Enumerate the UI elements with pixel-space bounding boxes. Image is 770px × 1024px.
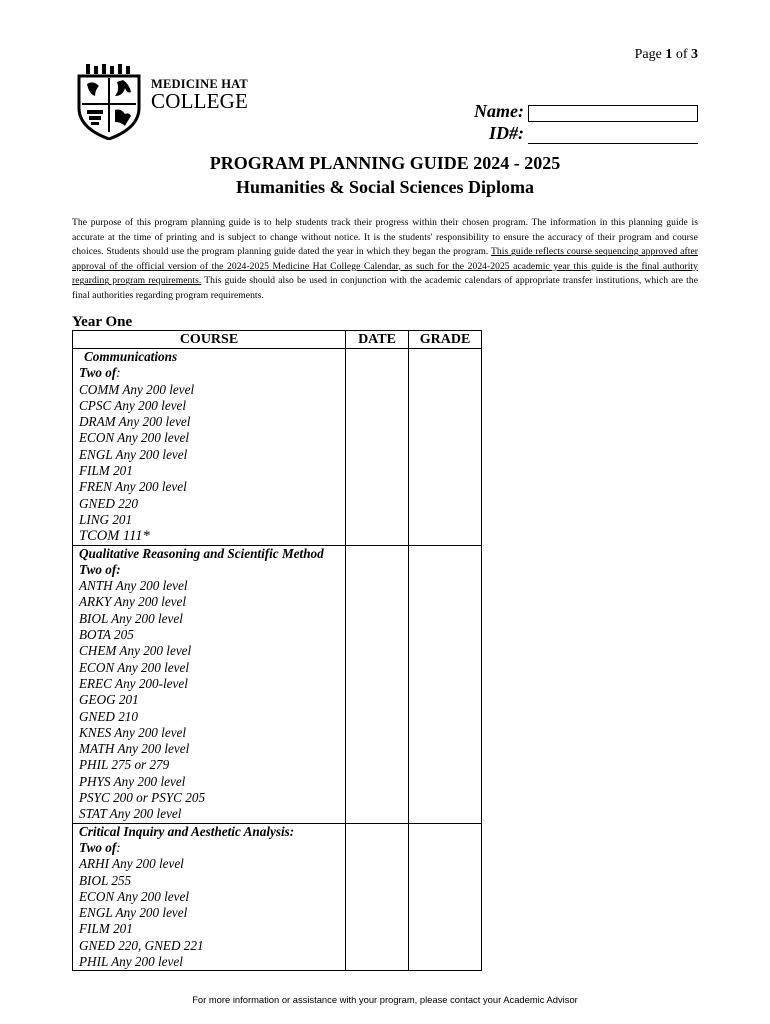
group-title: Communications bbox=[84, 349, 178, 364]
course-item: ARHI Any 200 level bbox=[79, 856, 184, 872]
course-item: PHIL 275 or 279 bbox=[79, 757, 170, 773]
group-requirement: Two of: bbox=[79, 561, 121, 577]
page-number: Page 1 of 3 bbox=[634, 47, 698, 62]
course-item: EREC Any 200-level bbox=[79, 675, 188, 691]
document-title: PROGRAM PLANNING GUIDE 2024 - 2025 bbox=[209, 153, 561, 173]
course-item: MATH Any 200 level bbox=[79, 741, 190, 757]
course-item: ANTH Any 200 level bbox=[79, 578, 188, 594]
course-item: PHIL Any 200 level bbox=[79, 953, 183, 969]
group-title: Critical Inquiry and Aesthetic Analysis: bbox=[79, 823, 295, 839]
name-field[interactable] bbox=[528, 105, 698, 122]
course-item: CPSC Any 200 level bbox=[79, 397, 187, 413]
course-item: FILM 201 bbox=[79, 921, 133, 937]
intro-underlined-text: This guide reflects course sequencing approved after approval of the official version of the 2024-2025 Medicine Hat College Calendar, as such for the 2024-2025 academic year this guide is the final authority regarding program requirements. bbox=[72, 246, 699, 287]
logo-text-college: COLLEGE bbox=[151, 89, 249, 113]
column-header-date: DATE bbox=[346, 331, 409, 349]
course-group-critical-inquiry bbox=[73, 823, 346, 971]
course-item: STAT Any 200 level bbox=[79, 806, 182, 822]
course-item: BIOL 255 bbox=[79, 872, 132, 888]
id-label: ID#: bbox=[489, 123, 524, 143]
college-logo bbox=[75, 62, 255, 142]
logo-text-medicine-hat: MEDICINE HAT bbox=[151, 77, 248, 91]
course-group-qualitative-reasoning bbox=[73, 545, 346, 823]
intro-paragraph: The purpose of this program planning guide is to help students track their progress within their chosen program. The information in this planning guide is accurate at the time of printing and is subject to change without notice. It is the students' responsibility to ensure the accuracy of their program and course choices. Students should use the program planning guide dated the year in which they began the program. This guide reflects course sequencing approved after approval of the official version of the 2024-2025 Medicine Hat College Calendar, as such for the 2024-2025 academic year this guide is the final authority regarding program requirements. This guide should also be used in conjunction with the academic calendars of appropriate transfer institutions, which are the final authorities regarding program requirements. bbox=[72, 217, 699, 301]
table-row bbox=[73, 349, 482, 546]
course-item: ECON Any 200 level bbox=[79, 888, 189, 904]
course-item: ARKY Any 200 level bbox=[79, 594, 187, 610]
table-row bbox=[73, 545, 482, 823]
column-header-course: COURSE bbox=[73, 331, 346, 349]
table-row bbox=[73, 823, 482, 971]
course-item: PHYS Any 200 level bbox=[79, 773, 186, 789]
date-cell[interactable] bbox=[346, 823, 409, 971]
grade-cell[interactable] bbox=[409, 545, 482, 823]
name-label: Name: bbox=[474, 101, 524, 121]
course-item: GNED 210 bbox=[79, 708, 138, 724]
course-item: GNED 220 bbox=[79, 495, 138, 511]
course-item: KNES Any 200 level bbox=[79, 724, 187, 740]
course-item: DRAM Any 200 level bbox=[79, 414, 191, 430]
column-header-grade: GRADE bbox=[409, 331, 482, 349]
id-field[interactable] bbox=[528, 127, 698, 144]
program-name: Humanities & Social Sciences Diploma bbox=[236, 177, 534, 197]
course-item: FILM 201 bbox=[79, 463, 133, 479]
year-heading: Year One bbox=[72, 314, 133, 330]
course-group-communications bbox=[73, 349, 346, 546]
course-item: COMM Any 200 level bbox=[79, 381, 195, 397]
date-cell[interactable] bbox=[346, 545, 409, 823]
course-item: BOTA 205 bbox=[79, 627, 134, 643]
course-item: ENGL Any 200 level bbox=[79, 446, 188, 462]
course-item: TCOM 111* bbox=[79, 528, 150, 545]
course-item: FREN Any 200 level bbox=[79, 479, 187, 495]
name-row bbox=[474, 100, 698, 122]
course-item: CHEM Any 200 level bbox=[79, 643, 192, 659]
course-table bbox=[72, 330, 482, 971]
group-title: Qualitative Reasoning and Scientific Method bbox=[79, 545, 324, 561]
group-requirement: Two of: bbox=[79, 365, 121, 381]
group-requirement: Two of: bbox=[79, 839, 121, 855]
course-item: GNED 220, GNED 221 bbox=[79, 937, 204, 953]
course-item: PSYC 200 or PSYC 205 bbox=[79, 790, 206, 806]
id-row bbox=[474, 122, 698, 144]
student-info bbox=[474, 100, 698, 144]
course-item: ECON Any 200 level bbox=[79, 430, 189, 446]
date-cell[interactable] bbox=[346, 349, 409, 546]
course-item: LING 201 bbox=[79, 511, 133, 527]
grade-cell[interactable] bbox=[409, 349, 482, 546]
course-item: BIOL Any 200 level bbox=[79, 610, 183, 626]
grade-cell[interactable] bbox=[409, 823, 482, 971]
course-item: ECON Any 200 level bbox=[79, 659, 189, 675]
course-item: ENGL Any 200 level bbox=[79, 905, 188, 921]
footer-note: For more information or assistance with your program, please contact your Academic Advisor bbox=[192, 994, 578, 1005]
course-item: GEOG 201 bbox=[79, 692, 139, 708]
college-crest-icon bbox=[75, 62, 143, 140]
